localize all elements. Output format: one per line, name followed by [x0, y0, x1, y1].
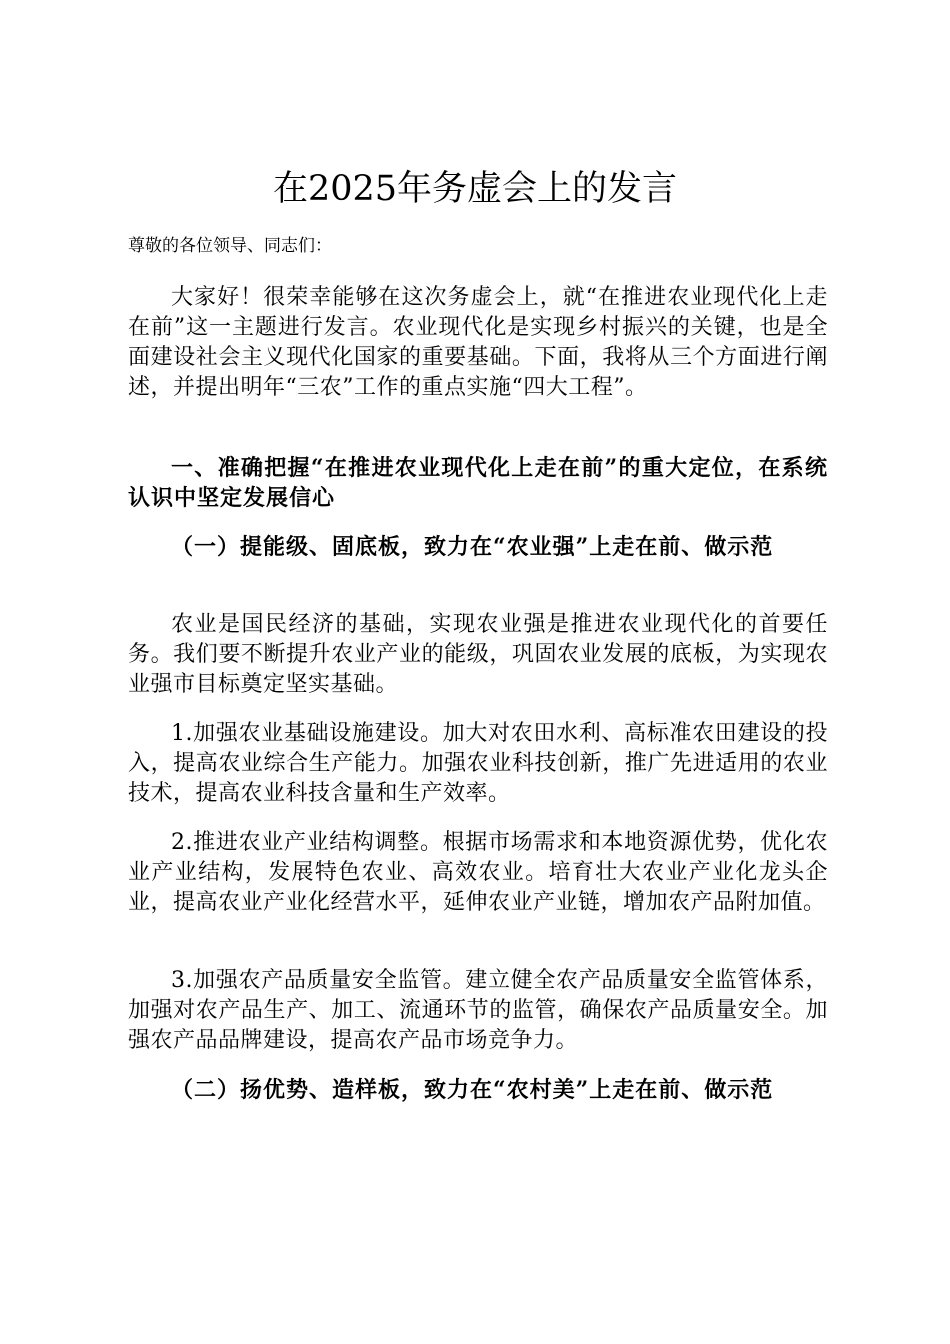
subsection-heading-1: （一）提能级、固底板，致力在“农业强”上走在前、做示范	[171, 534, 774, 560]
list-item-3: 3.加强农产品质量安全监管。建立健全农产品质量安全监管体系，加强对农产品生产、加工、流通环节的监管，确保农产品质量安全。加强农产品品牌建设，提高农产品市场竞争力。	[128, 968, 828, 1053]
subsection-heading-2: （二）扬优势、造样板，致力在“农村美”上走在前、做示范	[171, 1077, 774, 1103]
intro-paragraph: 大家好！很荣幸能够在这次务虚会上，就“在推进农业现代化上走在前”这一主题进行发言。农业现代化是实现乡村振兴的关键，也是全面建设社会主义现代化国家的重要基础。下面，我将从三个方面进行阐述，并提出明年“三农”工作的重点实施“四大工程”。	[128, 285, 828, 400]
salutation: 尊敬的各位领导、同志们：	[128, 236, 332, 256]
list-item-1: 1.加强农业基础设施建设。加大对农田水利、高标准农田建设的投入，提高农业综合生产能力。加强农业科技创新，推广先进适用的农业技术，提高农业科技含量和生产效率。	[128, 721, 828, 806]
section-heading-1: 一、准确把握“在推进农业现代化上走在前”的重大定位，在系统认识中坚定发展信心	[128, 455, 828, 511]
list-item-2: 2.推进农业产业结构调整。根据市场需求和本地资源优势，优化农业产业结构，发展特色农业、高效农业。培育壮大农业产业化龙头企业，提高农业产业化经营水平，延伸农业产业链，增加农产品附加值。	[128, 830, 828, 915]
document-title: 在2025年务虚会上的发言	[272, 169, 678, 209]
subsection-body-1: 农业是国民经济的基础，实现农业强是推进农业现代化的首要任务。我们要不断提升农业产业的能级，巩固农业发展的底板，为实现农业强市目标奠定坚实基础。	[128, 612, 828, 697]
